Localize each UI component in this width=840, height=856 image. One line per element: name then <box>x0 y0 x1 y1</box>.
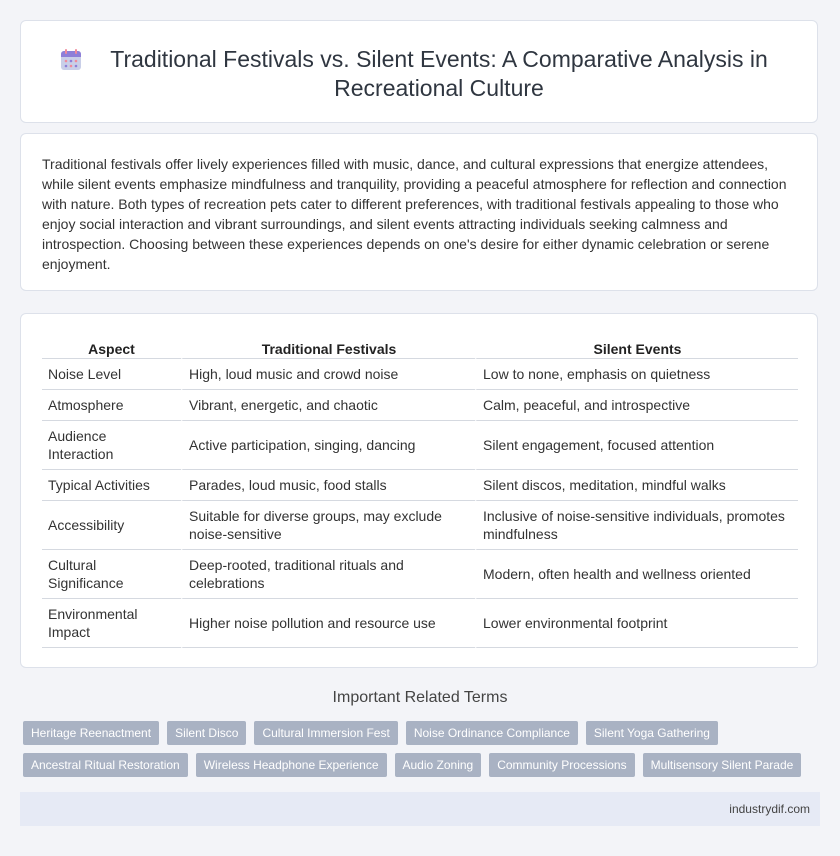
cell-traditional: Vibrant, energetic, and chaotic <box>181 390 475 421</box>
cell-silent: Inclusive of noise-sensitive individuals, promotes mindfulness <box>475 501 798 550</box>
page-title: Traditional Festivals vs. Silent Events: A Comparative Analysis in Recreational Culture <box>110 46 768 101</box>
header-aspect: Aspect <box>42 334 181 359</box>
cell-traditional: High, loud music and crowd noise <box>181 359 475 390</box>
tag-row <box>23 721 823 745</box>
cell-aspect: Typical Activities <box>42 470 181 501</box>
tag-heritage-reenactment[interactable]: Heritage Reenactment <box>23 721 159 745</box>
cell-aspect: Cultural Significance <box>42 550 181 599</box>
table-header-row <box>42 334 798 359</box>
cell-silent: Lower environmental footprint <box>475 599 798 648</box>
table-row <box>42 599 798 648</box>
table-row <box>42 421 798 470</box>
footer-site[interactable]: industrydif.com <box>729 802 810 816</box>
cell-aspect: Audience Interaction <box>42 421 181 470</box>
cell-aspect: Environmental Impact <box>42 599 181 648</box>
tag-silent-disco[interactable]: Silent Disco <box>167 721 246 745</box>
header-traditional: Traditional Festivals <box>181 334 475 359</box>
cell-traditional: Deep-rooted, traditional rituals and celebrations <box>181 550 475 599</box>
tag-community-processions[interactable]: Community Processions <box>489 753 634 777</box>
cell-aspect: Accessibility <box>42 501 181 550</box>
cell-silent: Silent discos, meditation, mindful walks <box>475 470 798 501</box>
tag-row <box>23 753 823 777</box>
table-row <box>42 550 798 599</box>
tag-cultural-immersion-fest[interactable]: Cultural Immersion Fest <box>254 721 397 745</box>
tag-wireless-headphone-experience[interactable]: Wireless Headphone Experience <box>196 753 387 777</box>
table-row <box>42 501 798 550</box>
cell-traditional: Higher noise pollution and resource use <box>181 599 475 648</box>
title-card <box>20 20 818 123</box>
tag-multisensory-silent-parade[interactable]: Multisensory Silent Parade <box>643 753 802 777</box>
tag-silent-yoga-gathering[interactable]: Silent Yoga Gathering <box>586 721 718 745</box>
summary-card <box>20 133 818 291</box>
calendar-icon <box>59 48 83 72</box>
tag-audio-zoning[interactable]: Audio Zoning <box>395 753 482 777</box>
cell-traditional: Suitable for diverse groups, may exclude noise-sensitive <box>181 501 475 550</box>
related-terms <box>23 721 823 785</box>
tag-ancestral-ritual-restoration[interactable]: Ancestral Ritual Restoration <box>23 753 188 777</box>
footer <box>20 792 820 826</box>
cell-silent: Silent engagement, focused attention <box>475 421 798 470</box>
table-row <box>42 470 798 501</box>
cell-aspect: Noise Level <box>42 359 181 390</box>
related-terms-title: Important Related Terms <box>332 689 508 706</box>
cell-traditional: Active participation, singing, dancing <box>181 421 475 470</box>
cell-aspect: Atmosphere <box>42 390 181 421</box>
cell-traditional: Parades, loud music, food stalls <box>181 470 475 501</box>
comparison-table <box>42 334 798 648</box>
table-card <box>20 313 818 668</box>
summary-text: Traditional festivals offer lively experiences filled with music, dance, and cultural expressions that energize attendees, while silent events emphasize mindfulness and tranquility, providing a peaceful atmosphere for reflection and connection with nature. Both types of recreation pets cater to different preferences, with traditional festivals appealing to those who enjoy social interaction and vibrant surroundings, and silent events attracting individuals seeking calmness and introspection. Choosing between these experiences depends on one's desire for either dynamic celebration or serene enjoyment. <box>42 156 787 272</box>
cell-silent: Modern, often health and wellness oriented <box>475 550 798 599</box>
header-silent: Silent Events <box>475 334 798 359</box>
table-row <box>42 359 798 390</box>
tag-noise-ordinance-compliance[interactable]: Noise Ordinance Compliance <box>406 721 578 745</box>
table-row <box>42 390 798 421</box>
cell-silent: Low to none, emphasis on quietness <box>475 359 798 390</box>
cell-silent: Calm, peaceful, and introspective <box>475 390 798 421</box>
